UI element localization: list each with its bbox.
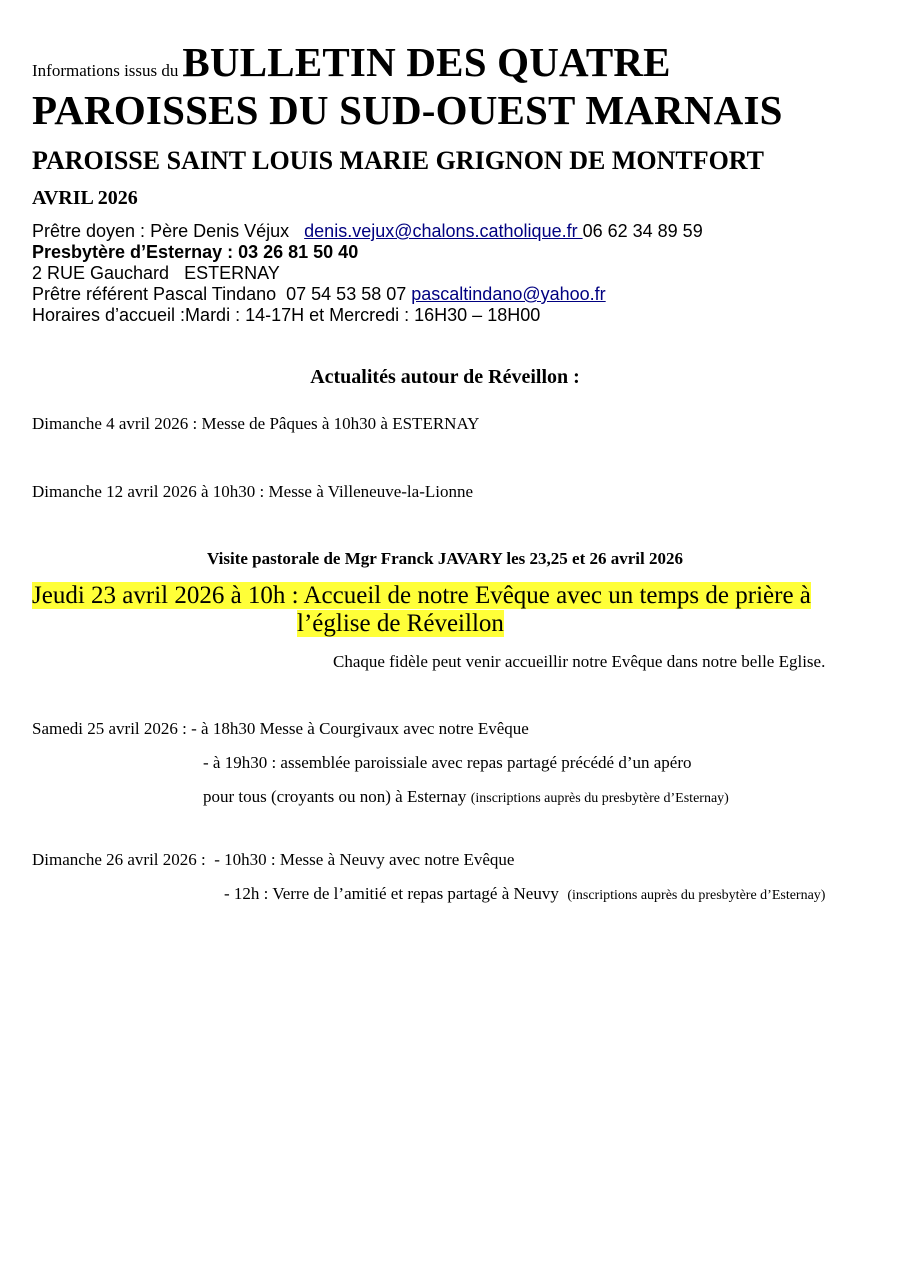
sunday-registration-note: (inscriptions auprès du presbytère d’Esternay): [567, 888, 826, 903]
presbytery-phone: Presbytère d’Esternay : 03 26 81 50 40: [32, 242, 359, 262]
dean-phone: 06 62 34 89 59: [582, 221, 703, 241]
highlight-text-2: l’église de Réveillon: [297, 610, 504, 637]
welcome-note: Chaque fidèle peut venir accueillir notre Evêque dans notre belle Eglise.: [333, 652, 826, 671]
parish-name: PAROISSE SAINT LOUIS MARIE GRIGNON DE MONTFORT: [32, 146, 765, 175]
intro-text: Informations issus du: [32, 61, 179, 80]
sunday-line-2: [224, 884, 825, 904]
highlight-text-1: Jeudi 23 avril 2026 à 10h : Accueil de notre Evêque avec un temps de prière à: [32, 582, 811, 609]
saturday-item-3: pour tous (croyants ou non) à Esternay: [203, 787, 467, 806]
sunday-item-2: - 12h : Verre de l’amitié et repas partagé à Neuvy: [224, 884, 559, 903]
saturday-item-1: - à 18h30 Messe à Courgivaux avec notre Evêque: [186, 719, 529, 738]
bulletin-month: AVRIL 2026: [32, 187, 138, 209]
saturday-registration-note: (inscriptions auprès du presbytère d’Esternay): [470, 791, 729, 806]
news-heading: Actualités autour de Réveillon :: [310, 366, 580, 388]
highlight-line-2: [297, 610, 504, 638]
saturday-item-2: - à 19h30 : assemblée paroissiale avec repas partagé précédé d’un apéro: [203, 753, 692, 772]
title-line-1: [32, 38, 671, 86]
bulletin-title-part1: BULLETIN DES QUATRE: [182, 39, 671, 85]
presbytery-address: 2 RUE Gauchard ESTERNAY: [32, 263, 280, 283]
event-easter-mass: Dimanche 4 avril 2026 : Messe de Pâques à 10h30 à ESTERNAY: [32, 414, 480, 433]
referent-contact-line: [32, 284, 606, 305]
referent-email-link[interactable]: pascaltindano@yahoo.fr: [411, 284, 606, 304]
sunday-line-1: [32, 850, 514, 870]
sunday-label: Dimanche 26 avril 2026 :: [32, 850, 206, 869]
bulletin-title-part2: PAROISSES DU SUD-OUEST MARNAIS: [32, 87, 783, 133]
highlight-line-1: [32, 582, 811, 610]
dean-label: Prêtre doyen : Père Denis Véjux: [32, 221, 290, 241]
pastoral-visit-heading: Visite pastorale de Mgr Franck JAVARY les 23,25 et 26 avril 2026: [207, 549, 683, 568]
dean-email-link[interactable]: denis.vejux@chalons.catholique.fr: [304, 221, 583, 241]
saturday-label: Samedi 25 avril 2026 :: [32, 719, 187, 738]
saturday-line-1: [32, 719, 529, 739]
event-villeneuve-mass: Dimanche 12 avril 2026 à 10h30 : Messe à Villeneuve-la-Lionne: [32, 482, 474, 501]
office-hours: Horaires d’accueil :Mardi : 14-17H et Mercredi : 16H30 – 18H00: [32, 305, 541, 325]
referent-label: Prêtre référent Pascal Tindano 07 54 53 58 07: [32, 284, 407, 304]
dean-contact-line: [32, 221, 703, 242]
saturday-line-3: [203, 787, 729, 807]
sunday-item-1: - 10h30 : Messe à Neuvy avec notre Evêque: [205, 850, 515, 869]
